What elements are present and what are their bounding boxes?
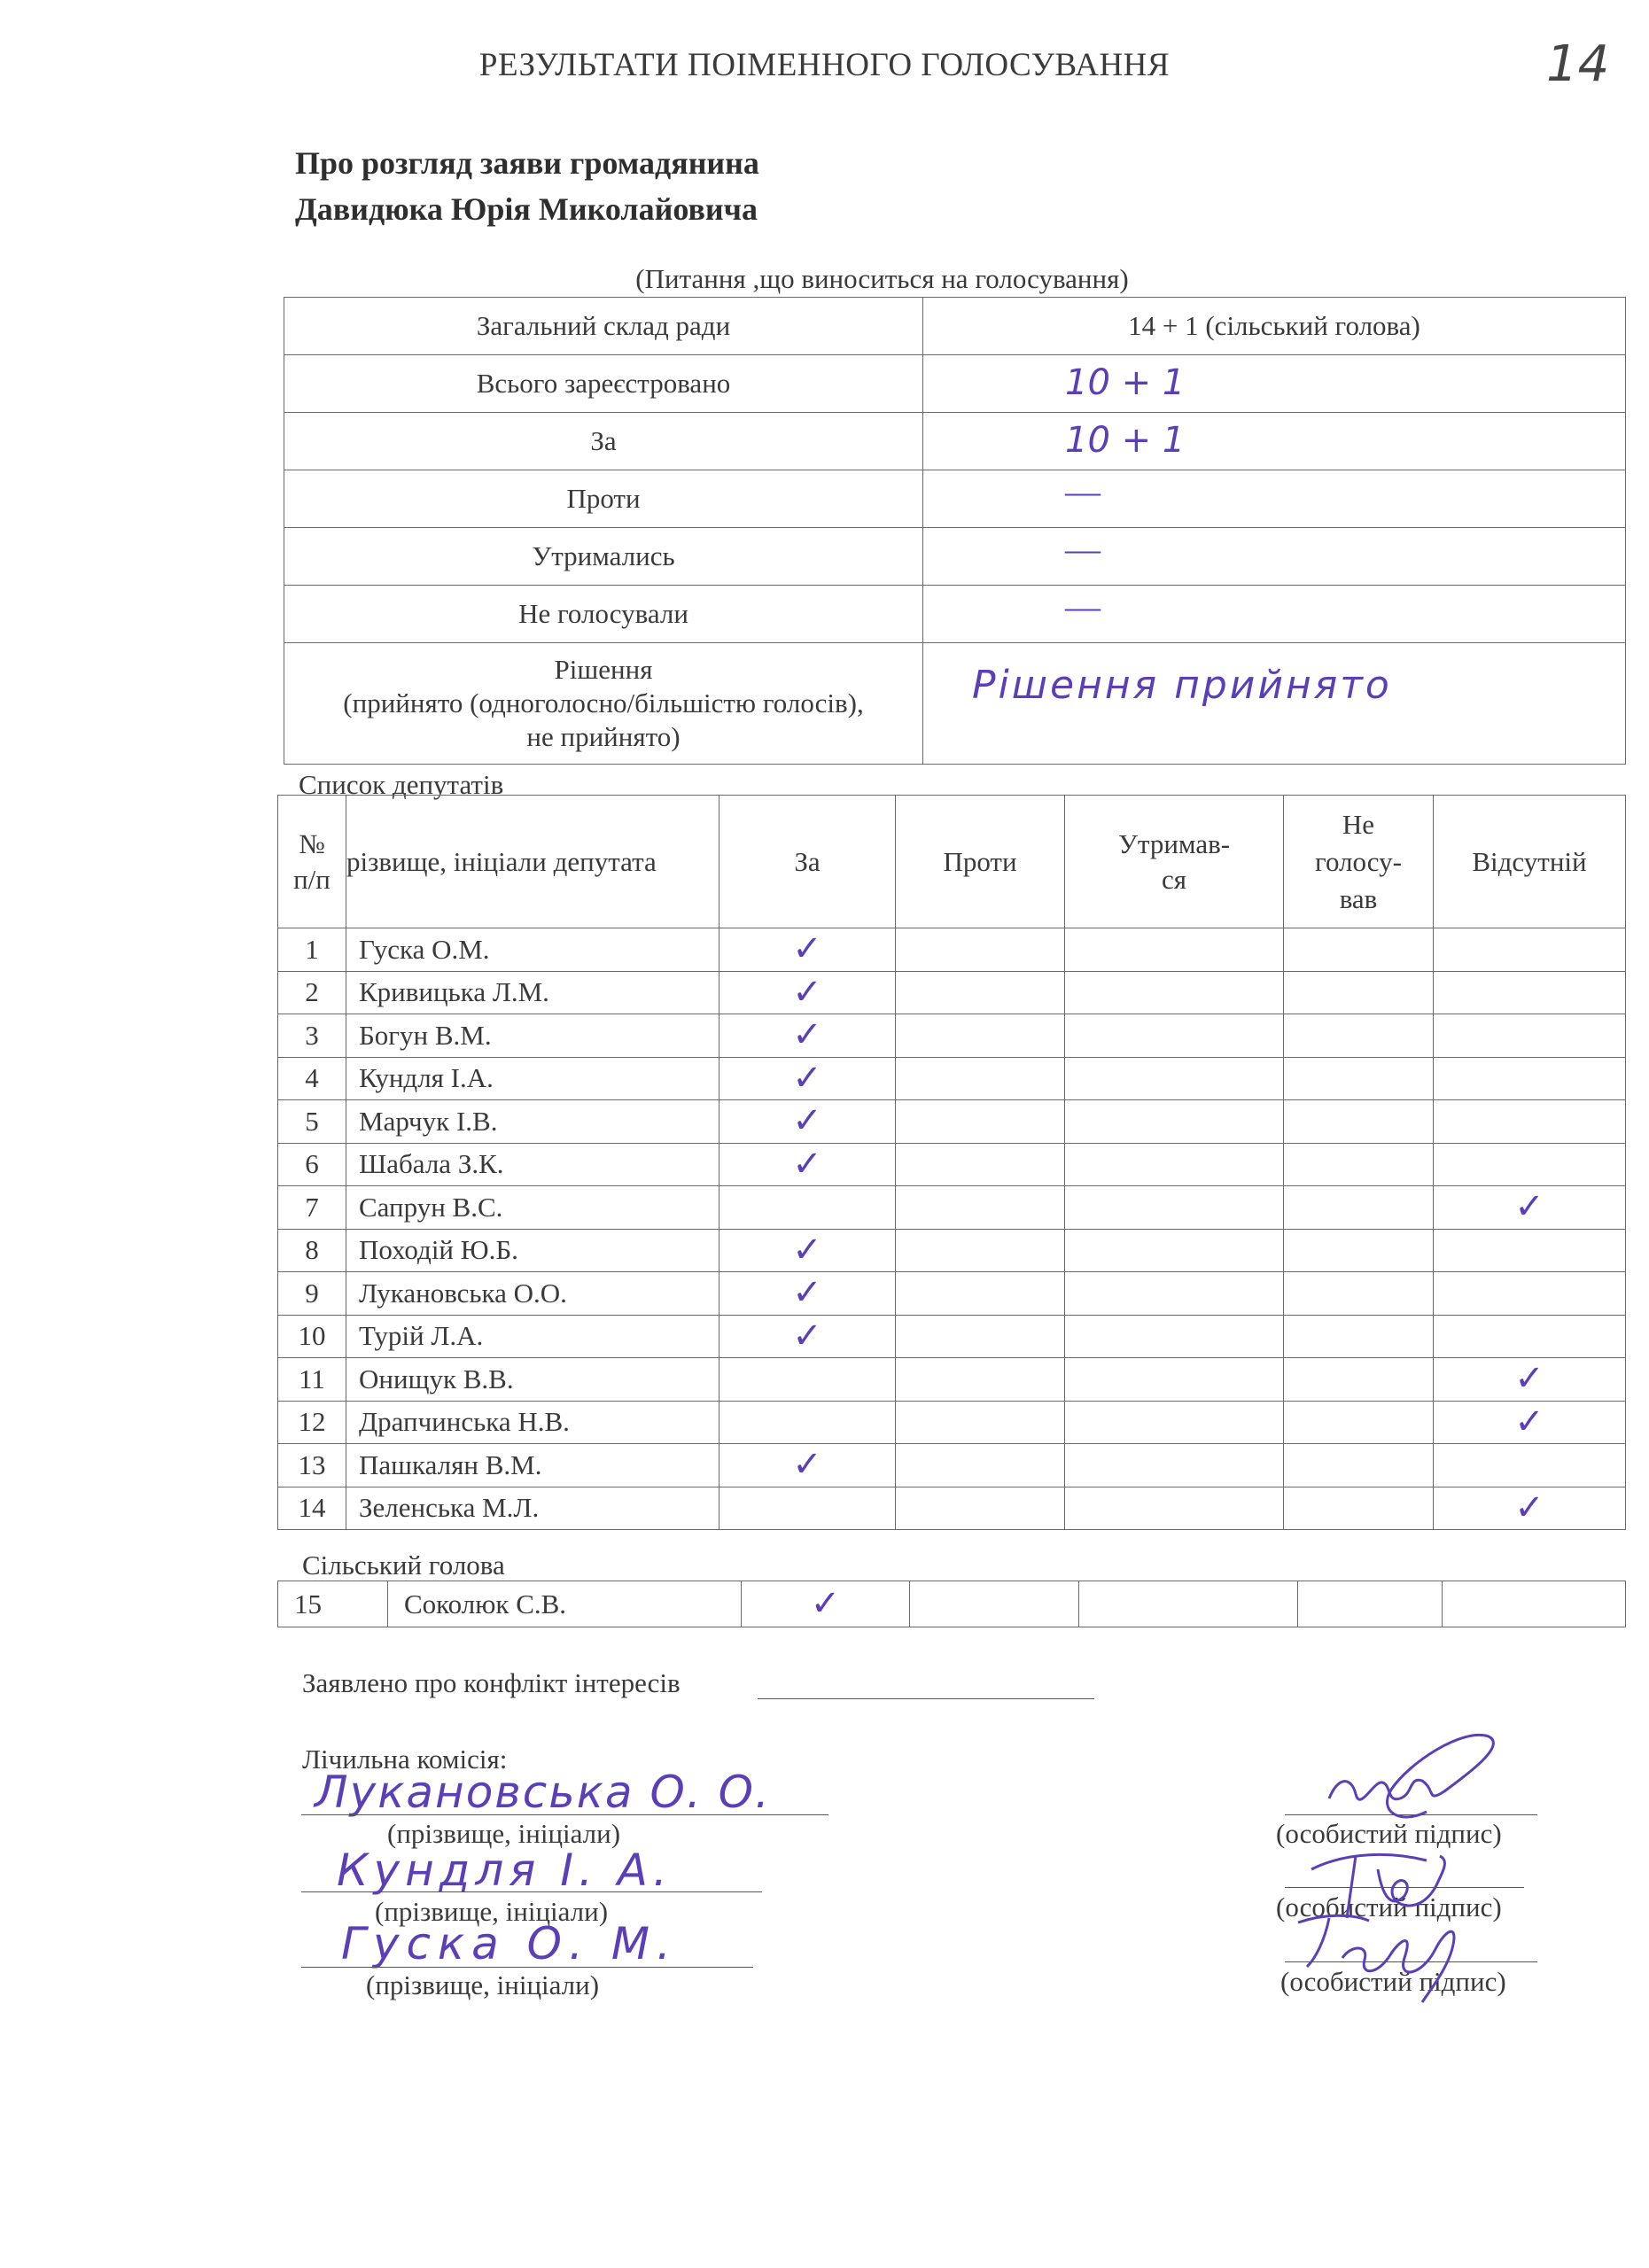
- deputy-num: 1: [278, 928, 346, 972]
- vote-cell-against: [896, 1143, 1065, 1186]
- vote-cell-against: [896, 928, 1065, 972]
- deputy-row: [278, 1100, 1626, 1144]
- subject-line-2: Давидюка Юрія Миколайовича: [295, 191, 758, 227]
- handwritten-dash: —: [1065, 529, 1101, 569]
- col-header-abstain: [1065, 796, 1284, 928]
- decision-label: [284, 643, 923, 765]
- handwritten-dash: —: [1065, 586, 1101, 626]
- vote-cell-abstain: [1065, 1487, 1284, 1530]
- commission-signature-caption: (особистий підпис): [1276, 1818, 1502, 1849]
- summary-row: [284, 470, 1626, 528]
- vote-cell-against: [896, 1229, 1065, 1272]
- head-row: [278, 1581, 1626, 1627]
- commission-name-handwritten: Лукановська О. О.: [315, 1767, 771, 1818]
- deputy-name: Сапрун В.С.: [346, 1186, 719, 1230]
- check-mark-icon: ✓: [792, 1229, 822, 1270]
- deputy-num: 8: [278, 1229, 346, 1272]
- deputy-name: Кундля І.А.: [346, 1057, 719, 1100]
- vote-cell-abstain: [1065, 928, 1284, 972]
- deputy-num: 14: [278, 1487, 346, 1530]
- vote-cell-for: [719, 1143, 896, 1186]
- handwritten-value: 10 + 1: [1065, 362, 1186, 403]
- vote-cell-for: [719, 1186, 896, 1230]
- head-against-cell: [910, 1581, 1079, 1627]
- vote-cell-absent: [1434, 971, 1626, 1014]
- vote-cell-absent: [1434, 1272, 1626, 1316]
- vote-cell-not-voted: [1284, 1401, 1434, 1444]
- head-name: Соколюк С.В.: [388, 1581, 742, 1627]
- subject-heading: [295, 140, 759, 232]
- commission-name-caption: (прізвище, ініціали): [387, 1818, 621, 1849]
- head-absent-cell: [1443, 1581, 1626, 1627]
- vote-cell-absent: [1434, 1487, 1626, 1530]
- deputy-num: 10: [278, 1315, 346, 1358]
- col-header-not-voted: [1284, 796, 1434, 928]
- vote-cell-abstain: [1065, 1100, 1284, 1144]
- vote-cell-not-voted: [1284, 1143, 1434, 1186]
- vote-cell-absent: [1434, 1014, 1626, 1058]
- vote-cell-absent: [1434, 1143, 1626, 1186]
- deputies-header-row: [278, 796, 1626, 928]
- commission-name-handwritten: Кундля І. А.: [337, 1845, 673, 1896]
- head-section-label: Сільський голова: [302, 1550, 505, 1581]
- vote-cell-absent: [1434, 1358, 1626, 1402]
- deputy-name: Гуска О.М.: [346, 928, 719, 972]
- vote-cell-absent: [1434, 1057, 1626, 1100]
- check-mark-icon: ✓: [792, 928, 822, 970]
- deputy-name: Драпчинська Н.В.: [346, 1401, 719, 1444]
- vote-cell-not-voted: [1284, 1186, 1434, 1230]
- deputy-row: [278, 928, 1626, 972]
- deputy-name: Кривицька Л.М.: [346, 971, 719, 1014]
- check-mark-icon: ✓: [792, 971, 822, 1013]
- commission-signature-caption: (особистий підпис): [1276, 1891, 1502, 1922]
- deputy-name: Лукановська О.О.: [346, 1272, 719, 1316]
- deputy-row: [278, 1487, 1626, 1530]
- summary-label: За: [284, 413, 923, 470]
- check-mark-icon: ✓: [792, 1014, 822, 1056]
- decision-value: [923, 643, 1626, 765]
- deputy-num: 11: [278, 1358, 346, 1402]
- summary-row: [284, 355, 1626, 413]
- check-mark-icon: ✓: [810, 1583, 841, 1624]
- deputy-row: [278, 971, 1626, 1014]
- head-not-voted-cell: [1298, 1581, 1443, 1627]
- deputy-num: 6: [278, 1143, 346, 1186]
- vote-cell-for: [719, 1272, 896, 1316]
- vote-cell-against: [896, 1401, 1065, 1444]
- check-mark-icon: ✓: [792, 1444, 822, 1486]
- vote-cell-against: [896, 1014, 1065, 1058]
- vote-cell-not-voted: [1284, 1057, 1434, 1100]
- handwritten-dash: —: [1065, 471, 1101, 511]
- vote-cell-abstain: [1065, 1186, 1284, 1230]
- vote-cell-for: [719, 1487, 896, 1530]
- handwritten-value: 10 + 1: [1065, 420, 1186, 461]
- vote-cell-for: [719, 1014, 896, 1058]
- deputy-name: Походій Ю.Б.: [346, 1229, 719, 1272]
- check-mark-icon: ✓: [792, 1272, 822, 1314]
- vote-cell-abstain: [1065, 971, 1284, 1014]
- vote-cell-not-voted: [1284, 1229, 1434, 1272]
- deputies-section-label: Список депутатів: [299, 769, 504, 800]
- deputy-row: [278, 1143, 1626, 1186]
- deputy-row: [278, 1229, 1626, 1272]
- vote-cell-abstain: [1065, 1444, 1284, 1487]
- decision-label-line: не прийнято): [526, 721, 681, 752]
- deputy-row: [278, 1186, 1626, 1230]
- head-table: [277, 1581, 1626, 1627]
- vote-cell-not-voted: [1284, 1272, 1434, 1316]
- signature-3-icon: [1289, 1905, 1484, 2011]
- vote-cell-abstain: [1065, 1057, 1284, 1100]
- summary-row: [284, 528, 1626, 586]
- summary-label: Утримались: [284, 528, 923, 586]
- vote-cell-not-voted: [1284, 1315, 1434, 1358]
- commission-name-line: [301, 1967, 753, 1968]
- vote-cell-for: [719, 1315, 896, 1358]
- deputy-num: 5: [278, 1100, 346, 1144]
- col-header-abstain-line: Утримав-: [1117, 827, 1231, 859]
- deputy-name: Турій Л.А.: [346, 1315, 719, 1358]
- deputy-row: [278, 1315, 1626, 1358]
- vote-cell-for: [719, 1401, 896, 1444]
- col-header-num: [278, 796, 346, 928]
- vote-cell-abstain: [1065, 1358, 1284, 1402]
- deputy-num: 3: [278, 1014, 346, 1058]
- vote-cell-not-voted: [1284, 1358, 1434, 1402]
- question-caption: (Питання ,що виноситься на голосування): [635, 263, 1129, 294]
- head-for-cell: [742, 1581, 910, 1627]
- commission-name-caption: (прізвище, ініціали): [366, 1969, 600, 2000]
- deputy-name: Пашкалян В.М.: [346, 1444, 719, 1487]
- vote-cell-for: [719, 1444, 896, 1487]
- check-mark-icon: ✓: [1514, 1401, 1544, 1442]
- deputy-row: [278, 1014, 1626, 1058]
- col-header-name: різвище, ініціали депутата: [346, 796, 719, 928]
- col-header-num-line: п/п: [293, 863, 331, 895]
- decision-label-line: (прийнято (одноголосно/більшістю голосів),: [343, 687, 864, 718]
- deputy-name: Зеленська М.Л.: [346, 1487, 719, 1530]
- commission-name-line: [301, 1891, 762, 1892]
- vote-cell-for: [719, 1100, 896, 1144]
- summary-label: Всього зареєстровано: [284, 355, 923, 413]
- page-number: 14: [1546, 35, 1610, 93]
- check-mark-icon: ✓: [1514, 1358, 1544, 1400]
- summary-row: [284, 298, 1626, 355]
- check-mark-icon: ✓: [1514, 1186, 1544, 1228]
- deputy-row: [278, 1444, 1626, 1487]
- col-header-num-line: №: [299, 827, 325, 859]
- deputies-table: [277, 795, 1626, 1530]
- summary-label: Не голосували: [284, 586, 923, 643]
- vote-cell-against: [896, 1186, 1065, 1230]
- commission-name-line: [301, 1814, 828, 1815]
- deputy-num: 2: [278, 971, 346, 1014]
- vote-cell-abstain: [1065, 1014, 1284, 1058]
- summary-value: [923, 586, 1626, 643]
- vote-cell-absent: [1434, 1100, 1626, 1144]
- vote-cell-for: [719, 1358, 896, 1402]
- col-header-against: Проти: [896, 796, 1065, 928]
- deputy-row: [278, 1358, 1626, 1402]
- page-title: РЕЗУЛЬТАТИ ПОІМЕННОГО ГОЛОСУВАННЯ: [478, 47, 1171, 83]
- summary-value: [923, 355, 1626, 413]
- vote-cell-against: [896, 1358, 1065, 1402]
- deputy-name: Онищук В.В.: [346, 1358, 719, 1402]
- summary-value: [923, 413, 1626, 470]
- summary-value-text: 14 + 1 (сільський голова): [1128, 310, 1420, 341]
- vote-cell-against: [896, 1057, 1065, 1100]
- commission-label: Лічильна комісія:: [302, 1744, 508, 1775]
- vote-cell-against: [896, 1487, 1065, 1530]
- deputy-name: Богун В.М.: [346, 1014, 719, 1058]
- head-abstain-cell: [1079, 1581, 1298, 1627]
- deputy-row: [278, 1057, 1626, 1100]
- vote-cell-for: [719, 1057, 896, 1100]
- check-mark-icon: ✓: [792, 1143, 822, 1184]
- deputy-num: 9: [278, 1272, 346, 1316]
- decision-label-line: Рішення: [554, 654, 653, 685]
- conflict-input-line: [758, 1698, 1094, 1699]
- summary-row: [284, 586, 1626, 643]
- vote-cell-absent: [1434, 1229, 1626, 1272]
- col-header-absent: Відсутній: [1434, 796, 1626, 928]
- summary-label: Проти: [284, 470, 923, 528]
- deputy-num: 12: [278, 1401, 346, 1444]
- conflict-label: [302, 1667, 681, 1699]
- vote-cell-not-voted: [1284, 1014, 1434, 1058]
- vote-cell-against: [896, 1315, 1065, 1358]
- col-header-not-voted-line: вав: [1339, 882, 1378, 914]
- commission-name-handwritten: Гуска О. М.: [341, 1918, 678, 1969]
- vote-cell-for: [719, 1229, 896, 1272]
- vote-cell-abstain: [1065, 1401, 1284, 1444]
- commission-signature-caption: (особистий підпис): [1280, 1966, 1506, 1997]
- vote-cell-not-voted: [1284, 971, 1434, 1014]
- vote-cell-against: [896, 1272, 1065, 1316]
- vote-cell-for: [719, 971, 896, 1014]
- vote-cell-absent: [1434, 1315, 1626, 1358]
- vote-cell-absent: [1434, 1401, 1626, 1444]
- deputy-name: Шабала З.К.: [346, 1143, 719, 1186]
- summary-row: [284, 413, 1626, 470]
- summary-value: [923, 298, 1626, 355]
- vote-cell-against: [896, 971, 1065, 1014]
- conflict-label-text: Заявлено про конфлікт інтересів: [302, 1667, 681, 1698]
- vote-cell-absent: [1434, 928, 1626, 972]
- col-header-abstain-line: ся: [1161, 863, 1187, 895]
- vote-cell-not-voted: [1284, 1487, 1434, 1530]
- summary-value: [923, 528, 1626, 586]
- decision-row: [284, 643, 1626, 765]
- col-header-not-voted-line: голосу-: [1315, 845, 1402, 877]
- vote-cell-not-voted: [1284, 1444, 1434, 1487]
- summary-table: [284, 297, 1626, 765]
- summary-value: [923, 470, 1626, 528]
- vote-cell-not-voted: [1284, 1100, 1434, 1144]
- deputy-name: Марчук І.В.: [346, 1100, 719, 1144]
- vote-cell-against: [896, 1100, 1065, 1144]
- vote-cell-not-voted: [1284, 928, 1434, 972]
- deputy-row: [278, 1272, 1626, 1316]
- vote-cell-abstain: [1065, 1229, 1284, 1272]
- subject-line-1: Про розгляд заяви громадянина: [295, 145, 759, 181]
- vote-cell-absent: [1434, 1444, 1626, 1487]
- summary-label: Загальний склад ради: [284, 298, 923, 355]
- deputy-num: 4: [278, 1057, 346, 1100]
- check-mark-icon: ✓: [792, 1057, 822, 1099]
- deputy-num: 7: [278, 1186, 346, 1230]
- deputy-rows: [278, 928, 1626, 1530]
- col-header-for: За: [719, 796, 896, 928]
- handwritten-decision: Рішення прийнято: [972, 663, 1392, 708]
- check-mark-icon: ✓: [792, 1100, 822, 1142]
- vote-cell-abstain: [1065, 1315, 1284, 1358]
- vote-cell-abstain: [1065, 1272, 1284, 1316]
- vote-cell-absent: [1434, 1186, 1626, 1230]
- col-header-not-voted-line: Не: [1342, 808, 1375, 840]
- check-mark-icon: ✓: [1514, 1487, 1544, 1528]
- check-mark-icon: ✓: [792, 1315, 822, 1356]
- head-num: 15: [278, 1581, 388, 1627]
- deputy-row: [278, 1401, 1626, 1444]
- commission-name-caption: (прізвище, ініціали): [375, 1896, 609, 1927]
- deputy-num: 13: [278, 1444, 346, 1487]
- vote-cell-for: [719, 928, 896, 972]
- signature-1-icon: [1267, 1728, 1533, 1834]
- vote-cell-abstain: [1065, 1143, 1284, 1186]
- vote-cell-against: [896, 1444, 1065, 1487]
